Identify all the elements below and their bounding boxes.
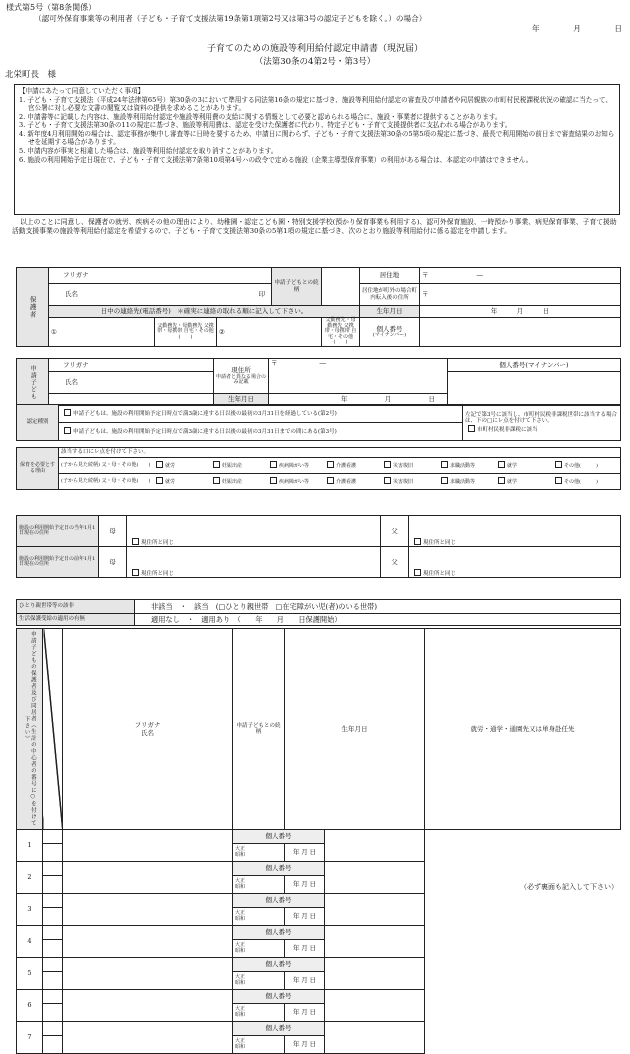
header-relation: 申請子どもとの続柄 [233, 629, 285, 830]
guardian-relation-field[interactable] [322, 268, 360, 306]
member-relation-field[interactable] [63, 894, 233, 926]
welfare-label: 生活保護受給の適用の有無 [17, 614, 135, 626]
member-name-field[interactable] [43, 972, 63, 990]
mother-address-prev[interactable]: 現住所と同じ [127, 547, 381, 578]
checkbox-icon[interactable] [414, 569, 421, 576]
mother-label: 母 [99, 547, 127, 578]
form-title: 子育てのための施設等利用給付認定申請書（現況届） [206, 44, 423, 54]
phone-label: 日中の連絡先(電話番号) ＊確実に連絡の取れる順に記入して下さい。 [49, 306, 360, 318]
member-work-field[interactable] [325, 894, 425, 926]
mother-label: 母 [99, 516, 127, 547]
checkbox-icon[interactable] [64, 409, 71, 416]
member-dob-field[interactable]: 年 月 日 [285, 1004, 325, 1022]
member-dob-field[interactable]: 年 月 日 [285, 972, 325, 990]
checkbox-icon[interactable] [414, 538, 421, 545]
member-number[interactable]: 5 [17, 958, 43, 990]
child-dob-label: 生年月日 [214, 394, 269, 406]
notice-heading: 【申請にあたって同意していただく事項】 [19, 87, 145, 95]
phone-2-field[interactable] [217, 318, 322, 347]
checkbox-icon[interactable] [213, 461, 220, 468]
member-relation-field[interactable] [63, 926, 233, 958]
checkbox-icon[interactable] [156, 477, 163, 484]
member-relation-field[interactable] [63, 862, 233, 894]
member-era-options[interactable]: 大正 昭和 [233, 844, 285, 862]
member-mynumber-label: 個人番号 [233, 1022, 325, 1036]
category-label: 認定種別 [17, 405, 59, 441]
member-name-field[interactable] [43, 1036, 63, 1054]
checkbox-icon[interactable] [327, 477, 334, 484]
postal-mark: 〒 [422, 271, 429, 280]
category-table [16, 404, 621, 441]
member-relation-field[interactable] [63, 1022, 233, 1054]
member-row [17, 862, 621, 876]
member-dob-field[interactable]: 年 月 日 [285, 844, 325, 862]
father-label: 父 [381, 516, 409, 547]
reason-option[interactable]: 疾病障がい等 [267, 477, 324, 486]
member-furigana-field[interactable] [43, 894, 63, 908]
reasons-label: 保育を必要とする理由 [17, 448, 59, 490]
member-dob-field[interactable]: 年 月 日 [285, 1036, 325, 1054]
checkbox-icon[interactable] [498, 461, 505, 468]
reason-option[interactable]: 就労 [153, 477, 210, 486]
postal-mark: 〒 [422, 290, 429, 299]
member-name-field[interactable] [43, 1004, 63, 1022]
checkbox-icon[interactable] [498, 477, 505, 484]
single-parent-label: ひとり親世帯等の該非 [17, 600, 135, 614]
guardian-table [16, 267, 621, 347]
postal-dash: ― [476, 271, 483, 280]
member-era-options[interactable]: 大正 昭和 [233, 1004, 285, 1022]
year-label: 年 [532, 24, 540, 33]
checkbox-icon[interactable] [132, 538, 139, 545]
residence-label: 居住地 [360, 268, 420, 284]
checkbox-icon[interactable] [270, 477, 277, 484]
member-row [17, 1022, 621, 1036]
member-mynumber-label: 個人番号 [233, 958, 325, 972]
checkbox-icon[interactable] [384, 477, 391, 484]
phone-1-type[interactable]: 父勤務先・母勤務先 父携帯・母携帯 自宅・その他( ) [155, 318, 217, 347]
member-furigana-field[interactable] [43, 862, 63, 876]
father-address-current[interactable]: 現住所と同じ [409, 516, 621, 547]
furigana-label: フリガナ [63, 271, 89, 280]
parent-relation[interactable]: (子から見た続柄) 父・母・その他( ) [61, 461, 151, 468]
addressee: 北栄町長 様 [5, 70, 57, 80]
reason-option[interactable]: 就労 [153, 461, 210, 470]
child-dob-field[interactable]: 年 月 日 [269, 394, 448, 406]
moving-address-field[interactable] [420, 284, 621, 306]
father-address-prev[interactable]: 現住所と同じ [409, 547, 621, 578]
guardian-dob-label: 生年月日 [360, 306, 420, 318]
member-number[interactable]: 1 [17, 830, 43, 862]
member-dob-field[interactable]: 年 月 日 [285, 940, 325, 958]
member-row [17, 894, 621, 908]
member-name-field[interactable] [43, 876, 63, 894]
member-mynumber-label: 個人番号 [233, 862, 325, 876]
single-parent-value[interactable]: 非該当 ・ 該当 (□ひとり親世帯 □在宅障がい児(者)のいる世帯) [135, 600, 621, 614]
checkbox-icon[interactable] [64, 427, 71, 434]
member-era-options[interactable]: 大正 昭和 [233, 972, 285, 990]
reasons-instruction: 該当する口にレ点を付けて下さい。 [59, 448, 621, 458]
form-number: 様式第5号（第8条関係） [6, 3, 97, 12]
member-relation-field[interactable] [63, 958, 233, 990]
member-relation-field[interactable] [63, 990, 233, 1022]
submission-date[interactable] [532, 24, 622, 33]
member-number[interactable]: 3 [17, 894, 43, 926]
member-furigana-field[interactable] [43, 926, 63, 940]
member-row [17, 990, 621, 1004]
member-era-options[interactable]: 大正 昭和 [233, 876, 285, 894]
reason-option[interactable]: 災害復旧 [381, 477, 438, 486]
header-work: 就労・通学・通園先又は単身赴任先 [425, 629, 621, 830]
checkbox-icon[interactable] [327, 461, 334, 468]
checkbox-icon[interactable] [468, 425, 475, 432]
guardian-dob-field[interactable]: 年 月 日 [420, 306, 621, 318]
reasons-table [16, 447, 621, 490]
notice-item: 5. 申請内容が事実と相違した場合は、施設等利用給付認定を取り消すことがあります。 [19, 146, 278, 155]
member-furigana-field[interactable] [43, 990, 63, 1004]
child-mynumber-label: 個人番号(マイナンバー) [448, 359, 621, 372]
member-mynumber-label: 個人番号 [233, 990, 325, 1004]
member-name-field[interactable] [43, 908, 63, 926]
furigana-label: フリガナ [63, 360, 89, 369]
tax-exempt-box[interactable] [463, 405, 621, 441]
member-work-field[interactable] [325, 958, 425, 990]
phone-1-field[interactable] [49, 318, 155, 347]
form-subtitle: （法第30条の4第2号・第3号） [254, 57, 376, 67]
notice-item: 3. 子ども・子育て支援法第30条の11の規定に基づき、施設等利用費は、認定を受けた保護者に代わり、特定子ども・子育て支援提供者に支払われる場合があります。 [19, 121, 512, 130]
form-scope: （認可外保育事業等の利用者（子ども・子育て支援法第19条第1項第2号又は第3号の認定子どもを除く。）の場合） [34, 14, 427, 23]
child-name-field[interactable] [49, 372, 214, 394]
member-furigana-field[interactable] [43, 830, 63, 844]
header-dob: 生年月日 [285, 629, 425, 830]
phone-2-marker: ② [219, 327, 225, 336]
seal-mark: 印 [258, 290, 265, 299]
tax-exempt-note: 左記で第3号に該当し、市町村民税非課税世帯に該当する場合は、下の□にレ点を付けて下さい。 [465, 412, 618, 425]
checkbox-icon[interactable] [555, 461, 562, 468]
category-option-3[interactable]: 申請子どもは、施設の利用開始予定日時点で満3歳に達する日以後の最初の3月31日までの間にある(第3号) [59, 423, 463, 441]
residence-jan1-prev-label: 施設の利用開始予定日の前年1月1日現在の住所 [17, 547, 99, 578]
member-mynumber-label: 個人番号 [233, 894, 325, 908]
reason-option[interactable]: 求職活動等 [438, 461, 495, 470]
reason-option[interactable]: 災害復旧 [381, 461, 438, 470]
checkbox-icon[interactable] [270, 461, 277, 468]
reason-option[interactable]: 疾病障がい等 [267, 461, 324, 470]
notice-item: 4. 新年度4月利用開始の場合は、認定事務が集中し審査等に日時を要するため、申請日に関わらず、子ども・子育て支援法第30条の5第5項の規定に基づき、最長で利用開始の前日まで審査結果のお知らせを延期する場合があります。 [19, 129, 615, 147]
reasons-row[interactable] [59, 458, 621, 474]
member-number[interactable]: 7 [17, 1022, 43, 1054]
member-relation-field[interactable] [63, 830, 233, 862]
reason-option[interactable]: 妊娠出産 [210, 461, 267, 470]
reason-option[interactable]: その他( ) [552, 477, 606, 486]
consent-notice [14, 84, 620, 215]
day-label: 日 [614, 24, 622, 33]
member-era-options[interactable]: 大正 昭和 [233, 940, 285, 958]
member-mynumber-label: 個人番号 [233, 830, 325, 844]
member-work-field[interactable] [325, 990, 425, 1022]
member-name-field[interactable] [43, 844, 63, 862]
member-number[interactable]: 2 [17, 862, 43, 894]
reason-option[interactable]: 妊娠出産 [210, 477, 267, 486]
reason-option[interactable]: 介護看護 [324, 477, 381, 486]
residence-jan1-current-label: 施設の利用開始予定日の当年1月1日現在の住所 [17, 516, 99, 547]
member-name-field[interactable] [43, 940, 63, 958]
residence-field[interactable] [420, 268, 621, 284]
child-address-field[interactable]: 〒 ― [269, 359, 448, 394]
member-furigana-field[interactable] [43, 958, 63, 972]
header-slash [43, 629, 63, 830]
category-option-2[interactable]: 申請子どもは、施設の利用開始予定日時点で満3歳に達する日以後の最初の3月31日を経過している(第2号) [59, 405, 463, 423]
parent-relation[interactable]: (子から見た続柄) 父・母・その他( ) [61, 477, 151, 484]
child-address-label: 現住所 申請者と異なる場合のみ記載 [214, 359, 269, 394]
child-mynumber-field[interactable] [448, 372, 621, 406]
household-members-table [16, 628, 621, 1054]
checkbox-icon[interactable] [213, 477, 220, 484]
child-table [16, 358, 621, 406]
reason-option[interactable]: 就学 [495, 477, 552, 486]
mother-address-current[interactable]: 現住所と同じ [127, 516, 381, 547]
checkbox-icon[interactable] [384, 461, 391, 468]
notice-item: 6. 施設の利用開始予定日現在で、子ども・子育て支援法第7条第10項第4号ハの政令で定める施設（企業主導型保育事業）の利用がある場合は、本認定の申請はできません。 [19, 155, 533, 164]
phone-2-type[interactable]: 父勤務先・母勤務先 父携帯・母携帯 自宅・その他( ) [322, 318, 360, 347]
member-number[interactable]: 6 [17, 990, 43, 1022]
checkbox-icon[interactable] [156, 461, 163, 468]
father-label: 父 [381, 547, 409, 578]
guardian-relation-label: 申請子どもとの続柄 [272, 268, 322, 306]
household-status-table [16, 599, 621, 626]
month-label: 月 [573, 24, 581, 33]
checkbox-icon[interactable] [441, 461, 448, 468]
guardian-mynumber-field[interactable] [420, 318, 621, 347]
guardian-mynumber-label: 個人番号 (マイナンバー) [360, 318, 420, 347]
member-era-options[interactable]: 大正 昭和 [233, 908, 285, 926]
moving-address-label: 居住地が町外の場合町内転入後の住所 [360, 284, 420, 306]
member-era-options[interactable]: 大正 昭和 [233, 1036, 285, 1054]
reasons-row[interactable] [59, 474, 621, 490]
consent-statement: 以上のことに同意し、保護者の就労、疾病その他の理由により、幼稚園・認定こども園・特別支援学校(預かり保育事業も利用する)、認可外保育施設、一時預かり事業、病児保育事業、子育て援助活動支援事業の施設等利用給付認定を希望するので、子ども・子育て支援法第30条の5第1項の規定に基づき、次のとおり施設等利用給付に係る認定を申請します。 [12, 218, 617, 235]
checkbox-icon[interactable] [132, 569, 139, 576]
name-label: 氏名 [65, 378, 78, 387]
name-label: 氏名 [65, 290, 78, 299]
member-dob-field[interactable]: 年 月 日 [285, 876, 325, 894]
member-mynumber-label: 個人番号 [233, 926, 325, 940]
guardian-furigana-field[interactable] [49, 268, 272, 284]
reason-option[interactable]: 求職活動等 [438, 477, 495, 486]
child-furigana-field[interactable] [49, 359, 214, 372]
member-row [17, 830, 621, 844]
residence-table [16, 515, 621, 578]
notice-item: 1. 子ども・子育て支援法（平成24年法律第65号）第30条の3において準用する同法第16条の規定に基づき、施設等利用給付認定の審査及び申請者や同居親族の市町村民税課税状況の確認に当たって、官公署に対し必要な文書の閲覧又は資料の提供を求めることがあります。 [19, 95, 613, 113]
member-row [17, 958, 621, 972]
child-section-label: 申請子ども [17, 359, 49, 406]
tax-exempt-label: 市町村民税非課税に該当 [477, 426, 538, 433]
member-row [17, 926, 621, 940]
member-work-field[interactable] [325, 830, 425, 862]
member-number[interactable]: 4 [17, 926, 43, 958]
reason-option[interactable]: その他( ) [552, 461, 606, 470]
reason-option[interactable]: 介護看護 [324, 461, 381, 470]
member-dob-field[interactable]: 年 月 日 [285, 908, 325, 926]
welfare-value[interactable]: 適用なし ・ 適用あり （ 年 月 日保護開始） [135, 614, 621, 626]
guardian-name-field[interactable] [49, 284, 272, 306]
phone-1-marker: ① [51, 327, 57, 336]
reason-option[interactable]: 就学 [495, 461, 552, 470]
checkbox-icon[interactable] [441, 477, 448, 484]
footer-note: （必ず裏面も記入して下さい） [520, 883, 618, 891]
household-side-label: 申請子どもの保護者及び同居者（生計の中心者の番号に○を付けて下さい） [17, 629, 43, 830]
checkbox-icon[interactable] [555, 477, 562, 484]
member-work-field[interactable] [325, 926, 425, 958]
guardian-section-label: 保護者 [17, 268, 49, 347]
member-furigana-field[interactable] [43, 1022, 63, 1036]
notice-item: 2. 申請書等に記載した内容は、施設等利用給付認定や施設等利用費の支給に関する情報として必要と認められる場合に、施設・事業者に提供することがあります。 [19, 112, 502, 121]
header-name: フリガナ 氏名 [63, 629, 233, 830]
member-work-field[interactable] [325, 1022, 425, 1054]
